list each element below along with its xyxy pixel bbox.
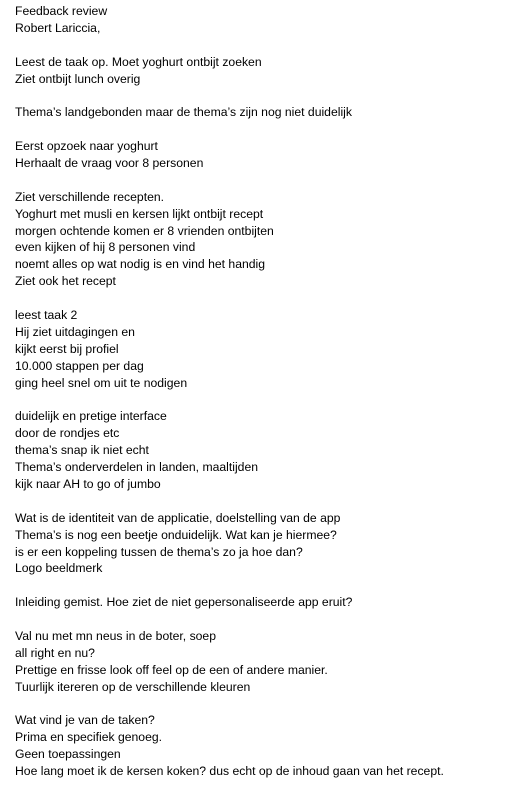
author-name: Robert Lariccia,	[15, 20, 101, 35]
paragraph-spacer	[15, 611, 510, 628]
text-line: Hoe lang moet ik de kersen koken? dus echt op de inhoud gaan van het recept.	[15, 764, 444, 779]
paragraph-task-1-intro	[15, 54, 510, 88]
text-line: kijk naar AH to go of jumbo	[15, 476, 161, 491]
text-line: ging heel snel om uit te nodigen	[15, 375, 188, 390]
text-line: thema’s snap ik niet echt	[15, 443, 149, 458]
text-line: Prettige en frisse look off feel op de een of andere manier.	[15, 662, 328, 677]
text-line: even kijken of hij 8 personen vind	[15, 240, 196, 255]
paragraph-spacer	[15, 37, 510, 54]
paragraph-interface	[15, 408, 510, 492]
text-line: Hij ziet uitdagingen en	[15, 324, 135, 339]
paragraph-spacer	[15, 172, 510, 189]
text-line: Val nu met mn neus in de boter, soep	[15, 628, 216, 643]
text-line: noemt alles op wat nodig is en vind het handig	[15, 257, 266, 272]
paragraph-spacer	[15, 290, 510, 307]
text-line: Wat is de identiteit van de applicatie, doelstelling van de app	[15, 510, 341, 525]
text-line: Logo beeldmerk	[15, 561, 103, 576]
text-line: Inleiding gemist. Hoe ziet de niet gepersonaliseerde app eruit?	[15, 595, 353, 610]
text-line: Geen toepassingen	[15, 747, 121, 762]
text-line: leest taak 2	[15, 308, 78, 323]
text-line: Thema’s is nog een beetje onduidelijk. Wat kan je hiermee?	[15, 527, 337, 542]
feedback-document	[15, 3, 510, 780]
text-line: Thema’s onderverdelen in landen, maaltijden	[15, 460, 258, 475]
paragraph-introduction	[15, 594, 510, 611]
paragraph-spacer	[15, 696, 510, 713]
text-line: Prima en specifiek genoeg.	[15, 730, 163, 745]
paragraph-identity	[15, 510, 510, 578]
document-title: Feedback review	[15, 4, 108, 18]
text-line: Ziet verschillende recepten.	[15, 189, 165, 204]
paragraph-spacer	[15, 121, 510, 138]
paragraph-spacer	[15, 391, 510, 408]
text-line: Thema’s landgebonden maar de thema’s zijn nog niet duidelijk	[15, 105, 352, 120]
text-line: Eerst opzoek naar yoghurt	[15, 139, 158, 154]
text-line: Ziet ook het recept	[15, 274, 116, 289]
text-line: 10.000 stappen per dag	[15, 358, 144, 373]
text-line: door de rondjes etc	[15, 426, 120, 441]
paragraph-spacer	[15, 577, 510, 594]
text-line: Leest de taak op. Moet yoghurt ontbijt zoeken	[15, 54, 262, 69]
text-line: Ziet ontbijt lunch overig	[15, 71, 141, 86]
paragraph-look-and-feel	[15, 628, 510, 696]
paragraph-spacer	[15, 493, 510, 510]
text-line: kijkt eerst bij profiel	[15, 341, 119, 356]
text-line: Herhaalt de vraag voor 8 personen	[15, 156, 204, 171]
paragraph-search	[15, 138, 510, 172]
text-line: Wat vind je van de taken?	[15, 713, 155, 728]
text-line: morgen ochtende komen er 8 vrienden ontbijten	[15, 223, 274, 238]
paragraph-themes	[15, 104, 510, 121]
text-line: is er een koppeling tussen de thema’s zo ja hoe dan?	[15, 544, 303, 559]
text-line: all right en nu?	[15, 645, 95, 660]
paragraph-task-2	[15, 307, 510, 391]
paragraph-tasks-feedback	[15, 712, 510, 780]
document-header	[15, 3, 510, 37]
text-line: duidelijk en pretige interface	[15, 409, 167, 424]
paragraph-spacer	[15, 87, 510, 104]
paragraph-recipes	[15, 189, 510, 290]
text-line: Tuurlijk itereren op de verschillende kleuren	[15, 679, 251, 694]
text-line: Yoghurt met musli en kersen lijkt ontbijt recept	[15, 206, 264, 221]
